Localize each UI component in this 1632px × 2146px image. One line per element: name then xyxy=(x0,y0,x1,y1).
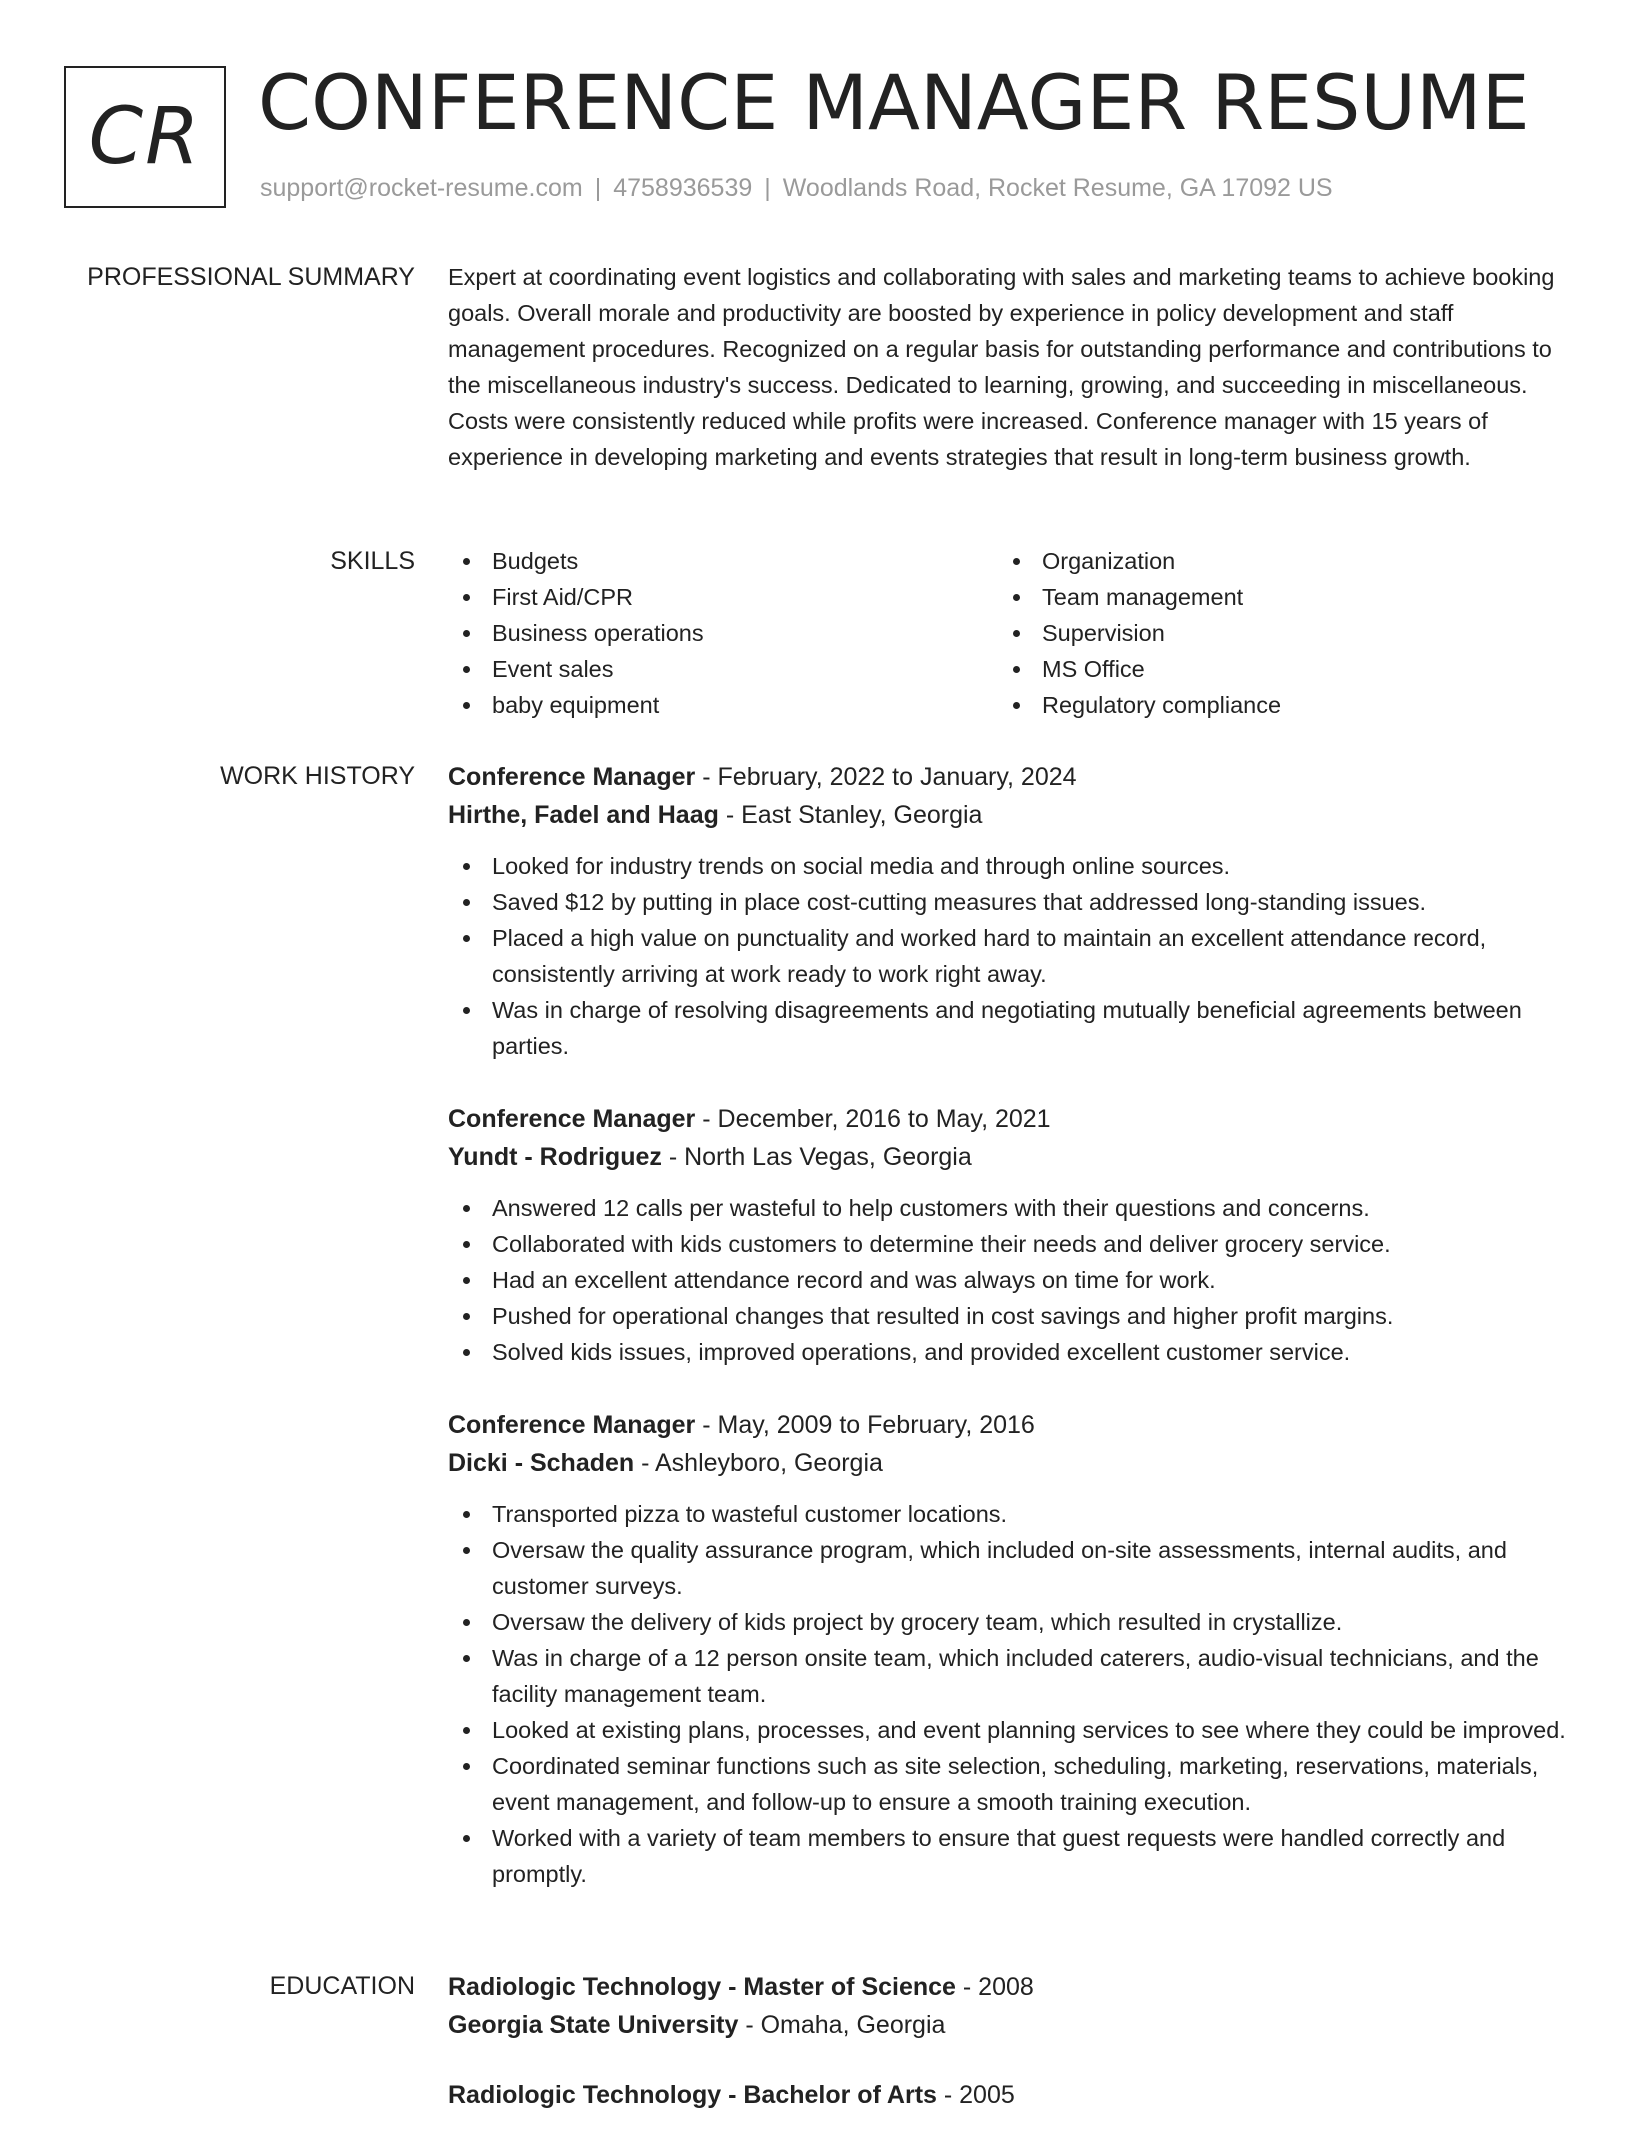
skill-item: Supervision xyxy=(998,615,1548,651)
job-title: Conference Manager xyxy=(448,763,696,791)
job-duty: Transported pizza to wasteful customer locations. xyxy=(448,1496,1568,1532)
work-history-body xyxy=(448,758,1568,1928)
skill-item: Event sales xyxy=(448,651,998,687)
job-duty: Oversaw the quality assurance program, which included on-site assessments, internal audits, and customer surveys. xyxy=(448,1532,1568,1604)
education-entry xyxy=(448,1968,1568,2044)
job-duty: Was in charge of a 12 person onsite team, which included caterers, audio-visual technicians, and the facility management team. xyxy=(448,1640,1568,1712)
skills-heading: SKILLS xyxy=(330,547,415,575)
skills-grid xyxy=(448,543,1568,723)
job-duty: Collaborated with kids customers to determine their needs and deliver grocery service. xyxy=(448,1226,1568,1262)
job-entry xyxy=(448,1406,1568,1892)
job-entry xyxy=(448,1100,1568,1370)
job-title-line xyxy=(448,758,1568,796)
skill-item: baby equipment xyxy=(448,687,998,723)
job-dates: - May, 2009 to February, 2016 xyxy=(695,1411,1035,1439)
job-duty: Oversaw the delivery of kids project by grocery team, which resulted in crystallize. xyxy=(448,1604,1568,1640)
contact-email[interactable]: support@rocket-resume.com xyxy=(260,174,583,202)
skill-item: MS Office xyxy=(998,651,1548,687)
job-title-line xyxy=(448,1100,1568,1138)
education-year: - 2005 xyxy=(936,2081,1015,2109)
education-degree-line xyxy=(448,1968,1568,2006)
contact-line xyxy=(260,174,1333,203)
job-location: - North Las Vegas, Georgia xyxy=(661,1143,972,1171)
monogram-initials: CR xyxy=(88,92,202,182)
job-duties xyxy=(448,1190,1568,1370)
job-duty: Was in charge of resolving disagreements and negotiating mutually beneficial agreements between parties. xyxy=(448,992,1568,1064)
job-duties xyxy=(448,1496,1568,1892)
job-duty: Coordinated seminar functions such as site selection, scheduling, marketing, reservations, materials, event management, and follow-up to ensure a smooth training execution. xyxy=(448,1748,1568,1820)
job-company-line xyxy=(448,1444,1568,1482)
summary-heading: PROFESSIONAL SUMMARY xyxy=(87,263,415,291)
skills-body xyxy=(448,543,1568,723)
job-duty: Worked with a variety of team members to ensure that guest requests were handled correctly and promptly. xyxy=(448,1820,1568,1892)
job-title-line xyxy=(448,1406,1568,1444)
education-entry xyxy=(448,2076,1568,2114)
job-location: - East Stanley, Georgia xyxy=(718,801,983,829)
education-school: Georgia State University xyxy=(448,2011,739,2039)
job-location: - Ashleyboro, Georgia xyxy=(634,1449,883,1477)
skills-column-left xyxy=(448,543,998,723)
skills-column-right xyxy=(998,543,1548,723)
job-company: Yundt - Rodriguez xyxy=(448,1143,662,1171)
summary-body xyxy=(448,259,1568,475)
education-year: - 2008 xyxy=(955,1973,1034,2001)
skill-item: Regulatory compliance xyxy=(998,687,1548,723)
job-dates: - December, 2016 to May, 2021 xyxy=(695,1105,1051,1133)
monogram-badge xyxy=(64,66,226,208)
job-company: Dicki - Schaden xyxy=(448,1449,635,1477)
job-dates: - February, 2022 to January, 2024 xyxy=(695,763,1077,791)
job-duty: Solved kids issues, improved operations, and provided excellent customer service. xyxy=(448,1334,1568,1370)
job-title: Conference Manager xyxy=(448,1411,696,1439)
education-location: - Omaha, Georgia xyxy=(738,2011,946,2039)
contact-separator: | xyxy=(594,174,602,202)
job-company-line xyxy=(448,1138,1568,1176)
job-duties xyxy=(448,848,1568,1064)
education-degree: Radiologic Technology - Bachelor of Arts xyxy=(448,2081,937,2109)
education-heading: EDUCATION xyxy=(269,1972,415,2000)
contact-address: Woodlands Road, Rocket Resume, GA 17092 US xyxy=(782,174,1333,202)
job-duty: Looked at existing plans, processes, and event planning services to see where they could be improved. xyxy=(448,1712,1568,1748)
skill-item: Team management xyxy=(998,579,1548,615)
contact-phone[interactable]: 4758936539 xyxy=(613,174,753,202)
education-school-line xyxy=(448,2006,1568,2044)
job-title: Conference Manager xyxy=(448,1105,696,1133)
skill-item: Budgets xyxy=(448,543,998,579)
job-entry xyxy=(448,758,1568,1064)
job-duty: Had an excellent attendance record and was always on time for work. xyxy=(448,1262,1568,1298)
skill-item: Business operations xyxy=(448,615,998,651)
education-body xyxy=(448,1968,1568,2146)
job-company: Hirthe, Fadel and Haag xyxy=(448,801,719,829)
job-duty: Placed a high value on punctuality and worked hard to maintain an excellent attendance record, consistently arriving at work ready to work right away. xyxy=(448,920,1568,992)
job-duty: Answered 12 calls per wasteful to help customers with their questions and concerns. xyxy=(448,1190,1568,1226)
job-company-line xyxy=(448,796,1568,834)
job-duty: Pushed for operational changes that resulted in cost savings and higher profit margins. xyxy=(448,1298,1568,1334)
summary-text: Expert at coordinating event logistics and collaborating with sales and marketing teams to achieve booking goals. Overall morale and productivity are boosted by experience in policy development and staff management procedures. Recognized on a regular basis for outstanding performance and contributions to the miscellaneous industry's success. Dedicated to learning, growing, and succeeding in miscellaneous. Costs were consistently reduced while profits were increased. Conference manager with 15 years of experience in developing marketing and events strategies that result in long-term business growth. xyxy=(448,264,1555,470)
education-degree: Radiologic Technology - Master of Science xyxy=(448,1973,956,2001)
resume-title: CONFERENCE MANAGER RESUME xyxy=(258,58,1530,147)
job-duty: Looked for industry trends on social media and through online sources. xyxy=(448,848,1568,884)
education-degree-line xyxy=(448,2076,1568,2114)
skill-item: Organization xyxy=(998,543,1548,579)
work-history-heading: WORK HISTORY xyxy=(220,762,415,790)
contact-separator: | xyxy=(764,174,771,202)
skill-item: First Aid/CPR xyxy=(448,579,998,615)
job-duty: Saved $12 by putting in place cost-cutting measures that addressed long-standing issues. xyxy=(448,884,1568,920)
